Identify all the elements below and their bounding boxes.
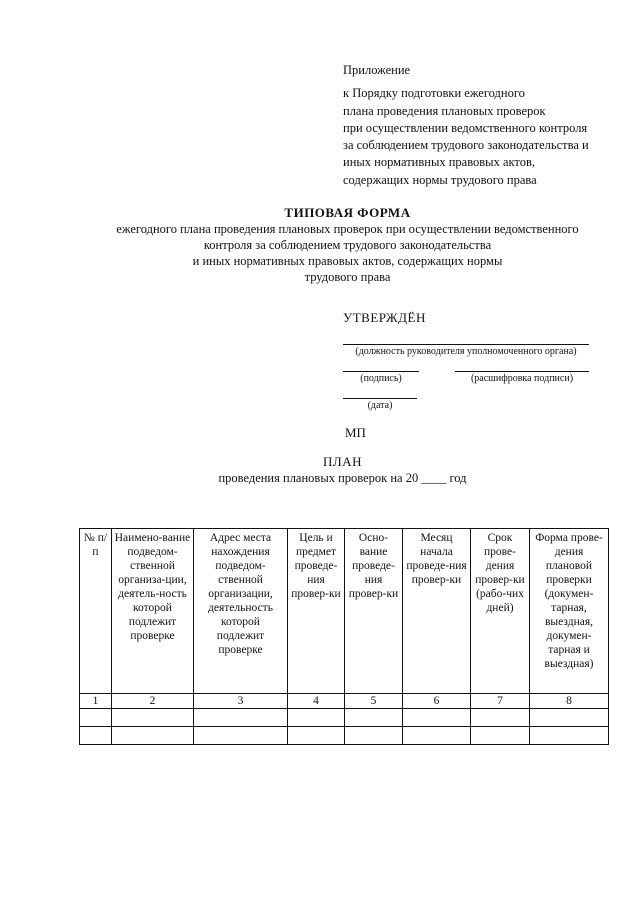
approved-label: УТВЕРЖДЁН bbox=[343, 310, 426, 325]
column-number-cell: 8 bbox=[530, 694, 609, 709]
appendix-line: содержащих нормы трудового права bbox=[343, 172, 537, 187]
position-caption: (должность руководителя уполномоченного органа) bbox=[355, 346, 577, 357]
table-cell bbox=[194, 727, 288, 745]
decoding-caption: (расшифровка подписи) bbox=[470, 373, 574, 384]
decoding-line bbox=[455, 371, 589, 372]
position-line bbox=[343, 344, 589, 345]
column-number-cell: 2 bbox=[112, 694, 194, 709]
table-cell bbox=[345, 727, 403, 745]
form-subtitle-line: трудового права bbox=[304, 270, 391, 284]
table-cell bbox=[530, 709, 609, 727]
table-cell bbox=[194, 709, 288, 727]
signature-caption: (подпись) bbox=[360, 373, 402, 384]
date-line bbox=[343, 398, 417, 399]
column-number-cell: 3 bbox=[194, 694, 288, 709]
table-cell bbox=[403, 727, 471, 745]
header-cell-form: Форма прове-дения плановой проверки (докумен-тарная, выездная, докумен-тарная и выездная) bbox=[530, 529, 609, 694]
appendix-block bbox=[343, 62, 633, 189]
form-subtitle bbox=[0, 221, 640, 285]
column-number-cell: 6 bbox=[403, 694, 471, 709]
header-cell-organization: Наимено-вание подведом-ственной организа-ции, деятель-ность которой подлежит проверке bbox=[112, 529, 194, 694]
table-cell bbox=[80, 727, 112, 745]
table-cell bbox=[288, 709, 345, 727]
appendix-line: за соблюдением трудового законодательства и bbox=[343, 138, 589, 153]
header-cell-basis: Осно-вание проведе-ния провер-ки bbox=[345, 529, 403, 694]
table-cell bbox=[530, 727, 609, 745]
table-cell bbox=[471, 727, 530, 745]
table-cell bbox=[288, 727, 345, 745]
plan-title: ПЛАН bbox=[323, 454, 362, 469]
appendix-line: плана проведения плановых проверок bbox=[343, 103, 546, 118]
form-subtitle-line: и иных нормативных правовых актов, содержащих нормы bbox=[192, 254, 503, 268]
form-title: ТИПОВАЯ ФОРМА bbox=[284, 205, 411, 220]
header-cell-duration: Срок прове-дения провер-ки (рабо-чих дней) bbox=[471, 529, 530, 694]
plan-table bbox=[79, 528, 609, 745]
table-cell bbox=[345, 709, 403, 727]
table-cell bbox=[112, 727, 194, 745]
header-cell-number: № п/п bbox=[80, 529, 112, 694]
signature-line bbox=[343, 371, 419, 372]
column-number-cell: 7 bbox=[471, 694, 530, 709]
table-row bbox=[80, 727, 609, 745]
table-number-row bbox=[80, 694, 609, 709]
column-number-cell: 4 bbox=[288, 694, 345, 709]
table-cell bbox=[471, 709, 530, 727]
table-header-row bbox=[80, 529, 609, 694]
form-subtitle-line: контроля за соблюдением трудового законодательства bbox=[203, 238, 492, 252]
column-number-cell: 1 bbox=[80, 694, 112, 709]
appendix-title: Приложение bbox=[343, 63, 411, 77]
appendix-line: при осуществлении ведомственного контроля bbox=[343, 120, 588, 135]
header-cell-address: Адрес места нахождения подведом-ственной организации, деятельность которой подлежит проверке bbox=[194, 529, 288, 694]
appendix-line: к Порядку подготовки ежегодного bbox=[343, 86, 525, 101]
header-cell-purpose: Цель и предмет проведе-ния провер-ки bbox=[288, 529, 345, 694]
date-caption: (дата) bbox=[367, 400, 393, 411]
appendix-line: иных нормативных правовых актов, bbox=[343, 155, 535, 170]
table-row bbox=[80, 709, 609, 727]
table-cell bbox=[403, 709, 471, 727]
column-number-cell: 5 bbox=[345, 694, 403, 709]
plan-subtitle: проведения плановых проверок на 20 ____ год bbox=[218, 471, 467, 485]
table-cell bbox=[112, 709, 194, 727]
seal-label: МП bbox=[345, 425, 366, 440]
table-cell bbox=[80, 709, 112, 727]
header-cell-start-month: Месяц начала проведе-ния провер-ки bbox=[403, 529, 471, 694]
form-subtitle-line: ежегодного плана проведения плановых проверок при осуществлении ведомственного bbox=[116, 222, 579, 236]
